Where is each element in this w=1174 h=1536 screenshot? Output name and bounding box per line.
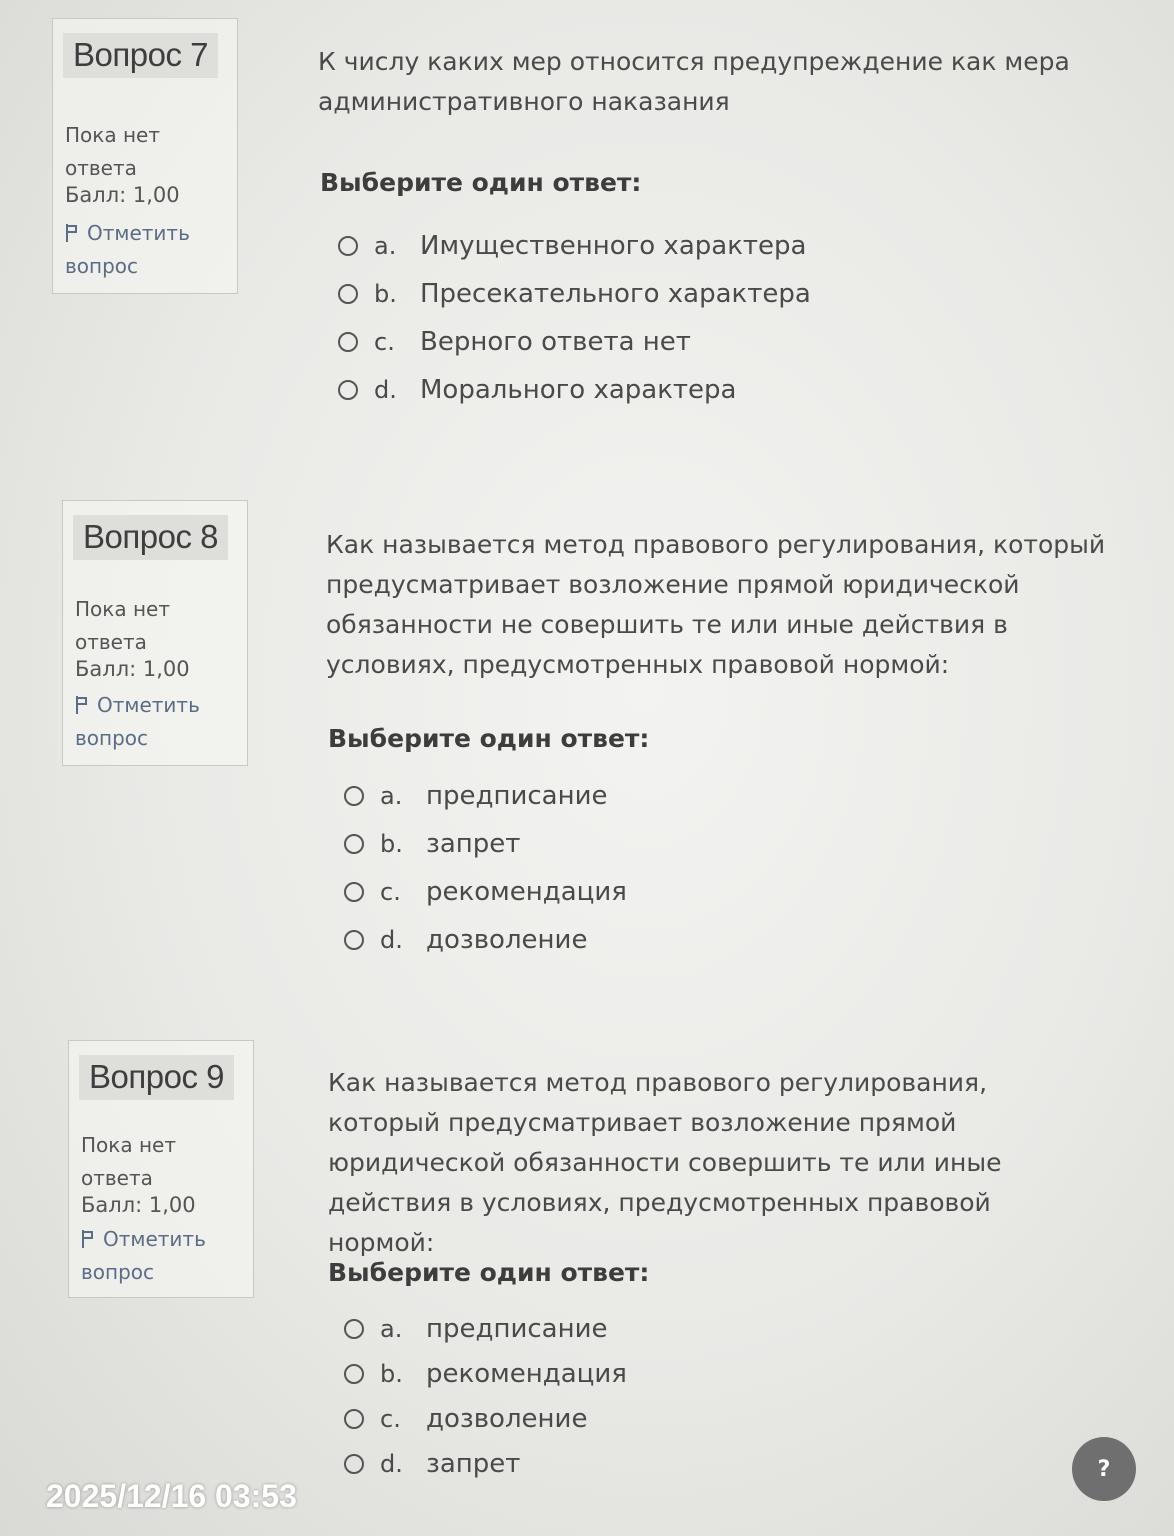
radio-icon[interactable] bbox=[344, 1454, 364, 1474]
question-mark-icon: ? bbox=[1097, 1456, 1111, 1482]
answer-prompt: Выберите один ответ: bbox=[320, 168, 642, 197]
answer-option-a[interactable] bbox=[344, 772, 627, 820]
radio-icon[interactable] bbox=[344, 1364, 364, 1384]
question-grade: Балл: 1,00 bbox=[75, 657, 190, 681]
question-state: Пока нет ответа bbox=[81, 1133, 176, 1190]
answer-text: Пресекательного характера bbox=[420, 279, 811, 309]
answer-letter: a. bbox=[374, 232, 397, 260]
radio-icon[interactable] bbox=[344, 930, 364, 950]
flag-icon bbox=[75, 696, 89, 714]
flag-question-link[interactable] bbox=[75, 689, 235, 755]
question-state: Пока нет ответа bbox=[75, 597, 170, 654]
answer-letter: a. bbox=[380, 782, 403, 810]
answer-text: Морального характера bbox=[420, 375, 737, 405]
radio-icon[interactable] bbox=[344, 786, 364, 806]
question-state: Пока нет ответа bbox=[65, 123, 160, 180]
answer-text: рекомендация bbox=[426, 1358, 627, 1389]
radio-icon[interactable] bbox=[338, 284, 358, 304]
flag-question-label: Отметить вопрос bbox=[81, 1227, 206, 1284]
answer-text: дозволение bbox=[426, 1403, 588, 1434]
flag-question-label: Отметить вопрос bbox=[75, 693, 200, 750]
question-info-box bbox=[62, 500, 248, 766]
help-button[interactable] bbox=[1072, 1437, 1136, 1501]
question-grade: Балл: 1,00 bbox=[65, 183, 180, 207]
flag-question-link[interactable] bbox=[65, 217, 225, 283]
photo-timestamp: 2025/12/16 03:53 bbox=[46, 1478, 297, 1514]
radio-icon[interactable] bbox=[344, 882, 364, 902]
flag-icon bbox=[65, 224, 79, 242]
answer-letter: b. bbox=[380, 1359, 403, 1388]
answer-letter: d. bbox=[374, 376, 397, 404]
answer-option-d[interactable] bbox=[344, 1441, 627, 1486]
answer-letter: c. bbox=[380, 878, 401, 906]
question-number: Вопрос 8 bbox=[73, 515, 228, 560]
question-number: Вопрос 7 bbox=[63, 33, 218, 78]
answer-letter: b. bbox=[380, 830, 403, 858]
answer-option-c[interactable] bbox=[338, 318, 811, 366]
answer-letter: c. bbox=[374, 328, 395, 356]
answer-letter: a. bbox=[380, 1314, 403, 1343]
answer-letter: c. bbox=[380, 1404, 401, 1433]
answer-text: предписание bbox=[426, 1313, 608, 1344]
question-info-box bbox=[52, 18, 238, 294]
answer-option-b[interactable] bbox=[338, 270, 811, 318]
answer-text: запрет bbox=[426, 1448, 521, 1479]
question-text: Как называется метод правового регулирования, который предусматривает возложение прямой юридической обязанности совершить те или иные действия в условиях, предусмотренных правовой нормой: bbox=[328, 1068, 1002, 1257]
answer-text: Верного ответа нет bbox=[420, 327, 691, 357]
answer-prompt: Выберите один ответ: bbox=[328, 1258, 650, 1287]
answer-prompt: Выберите один ответ: bbox=[328, 724, 650, 753]
radio-icon[interactable] bbox=[338, 380, 358, 400]
answer-option-c[interactable] bbox=[344, 1396, 627, 1441]
answer-letter: d. bbox=[380, 1449, 403, 1478]
answer-letter: d. bbox=[380, 926, 403, 954]
answer-list bbox=[344, 1306, 627, 1486]
question-text: Как называется метод правового регулирования, который предусматривает возложение прямой юридической обязанности не совершить те или иные действия в условиях, предусмотренных правовой нормой: bbox=[326, 530, 1106, 679]
answer-text: рекомендация bbox=[426, 877, 627, 907]
answer-option-b[interactable] bbox=[344, 1351, 627, 1396]
answer-option-a[interactable] bbox=[338, 222, 811, 270]
answer-option-b[interactable] bbox=[344, 820, 627, 868]
answer-list bbox=[344, 772, 627, 964]
question-number: Вопрос 9 bbox=[79, 1055, 234, 1100]
question-grade: Балл: 1,00 bbox=[81, 1193, 196, 1217]
question-info-box bbox=[68, 1040, 254, 1298]
flag-icon bbox=[81, 1230, 95, 1248]
answer-option-d[interactable] bbox=[344, 916, 627, 964]
radio-icon[interactable] bbox=[344, 1319, 364, 1339]
answer-text: дозволение bbox=[426, 925, 588, 955]
radio-icon[interactable] bbox=[338, 332, 358, 352]
answer-list bbox=[338, 222, 811, 414]
answer-option-c[interactable] bbox=[344, 868, 627, 916]
radio-icon[interactable] bbox=[344, 1409, 364, 1429]
answer-text: Имущественного характера bbox=[420, 231, 807, 261]
radio-icon[interactable] bbox=[338, 236, 358, 256]
radio-icon[interactable] bbox=[344, 834, 364, 854]
answer-text: предписание bbox=[426, 781, 608, 811]
flag-question-link[interactable] bbox=[81, 1223, 241, 1289]
answer-option-d[interactable] bbox=[338, 366, 811, 414]
question-text: К числу каких мер относится предупреждение как мера административного наказания bbox=[318, 47, 1070, 116]
answer-option-a[interactable] bbox=[344, 1306, 627, 1351]
flag-question-label: Отметить вопрос bbox=[65, 221, 190, 278]
answer-text: запрет bbox=[426, 829, 521, 859]
answer-letter: b. bbox=[374, 280, 397, 308]
